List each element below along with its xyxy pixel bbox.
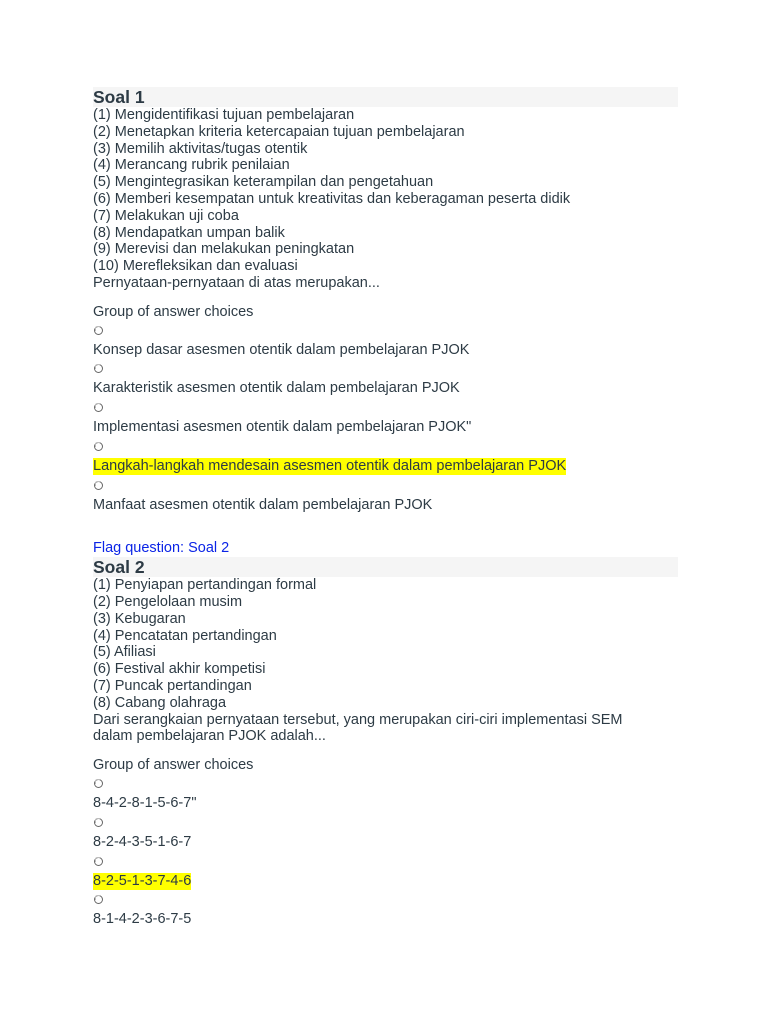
choice-label: Karakteristik asesmen otentik dalam pembelajaran PJOK — [93, 380, 460, 397]
answer-choice[interactable] — [93, 890, 678, 929]
choice-label-highlighted: 8-2-5-1-3-7-4-6 — [93, 872, 192, 889]
choice-label: 8-4-2-8-1-5-6-7" — [93, 795, 197, 812]
statement-list — [93, 577, 678, 745]
statement-item: (1) Penyiapan pertandingan formal — [93, 577, 317, 594]
statement-item: (6) Festival akhir kompetisi — [93, 661, 266, 678]
radio-button[interactable] — [94, 818, 103, 827]
statement-item: (9) Merevisi dan melakukan peningkatan — [93, 241, 355, 258]
group-label: Group of answer choices — [93, 303, 254, 320]
statement-item: (2) Pengelolaan musim — [93, 594, 243, 610]
radio-button[interactable] — [94, 779, 103, 788]
statement-item: (7) Melakukan uji coba — [93, 207, 239, 224]
answer-choice[interactable] — [93, 359, 678, 398]
radio-button[interactable] — [94, 857, 103, 866]
statement-item: (4) Pencatatan pertandingan — [93, 627, 277, 644]
radio-button[interactable] — [94, 481, 103, 490]
question-title: Soal 2 — [93, 557, 678, 577]
question-title: Soal 1 — [93, 87, 678, 107]
radio-button[interactable] — [94, 364, 103, 373]
answer-choice[interactable] — [93, 398, 678, 437]
statement-item: (3) Memilih aktivitas/tugas otentik — [93, 140, 308, 157]
statement-item: (5) Mengintegrasikan keterampilan dan pengetahuan — [93, 174, 434, 191]
question-prompt: Pernyataan-pernyataan di atas merupakan... — [93, 274, 380, 291]
statement-item: (7) Puncak pertandingan — [93, 677, 252, 694]
statement-item: (2) Menetapkan kriteria ketercapaian tujuan pembelajaran — [93, 123, 465, 140]
choice-label: 8-2-4-3-5-1-6-7 — [93, 833, 192, 850]
answer-choice[interactable] — [93, 774, 678, 813]
answer-choices — [93, 774, 678, 929]
statement-item: (6) Memberi kesempatan untuk kreativitas dan keberagaman peserta didik — [93, 190, 571, 207]
choice-label: Manfaat asesmen otentik dalam pembelajaran PJOK — [93, 496, 433, 513]
radio-button[interactable] — [94, 326, 103, 335]
choice-label: 8-1-4-2-3-6-7-5 — [93, 911, 192, 928]
answer-choices — [93, 321, 678, 514]
group-label: Group of answer choices — [93, 757, 254, 774]
statement-item: (5) Afiliasi — [93, 644, 156, 661]
statement-item: (1) Mengidentifikasi tujuan pembelajaran — [93, 107, 355, 123]
answer-choice[interactable] — [93, 852, 678, 891]
statement-item: (8) Cabang olahraga — [93, 694, 227, 711]
question-1 — [93, 87, 678, 514]
answer-choice[interactable] — [93, 437, 678, 476]
answer-choice[interactable] — [93, 476, 678, 515]
question-prompt: dalam pembelajaran PJOK adalah... — [93, 728, 326, 745]
answer-choice[interactable] — [93, 813, 678, 852]
choice-label-highlighted: Langkah-langkah mendesain asesmen otentik dalam pembelajaran PJOK — [93, 457, 567, 474]
statement-item: (3) Kebugaran — [93, 610, 186, 627]
flag-question-link[interactable]: Flag question: Soal 2 — [93, 540, 230, 557]
choice-label: Konsep dasar asesmen otentik dalam pembelajaran PJOK — [93, 341, 470, 358]
answer-choice[interactable] — [93, 321, 678, 360]
statement-item: (4) Merancang rubrik penilaian — [93, 157, 290, 174]
statement-list — [93, 107, 678, 292]
question-2 — [93, 557, 678, 929]
question-prompt: Dari serangkaian pernyataan tersebut, yang merupakan ciri-ciri implementasi SEM — [93, 711, 623, 728]
statement-item: (8) Mendapatkan umpan balik — [93, 224, 285, 241]
quiz-page — [93, 87, 678, 929]
radio-button[interactable] — [94, 403, 103, 412]
choice-label: Implementasi asesmen otentik dalam pembelajaran PJOK" — [93, 419, 472, 436]
radio-button[interactable] — [94, 895, 103, 904]
statement-item: (10) Merefleksikan dan evaluasi — [93, 258, 298, 275]
radio-button[interactable] — [94, 442, 103, 451]
